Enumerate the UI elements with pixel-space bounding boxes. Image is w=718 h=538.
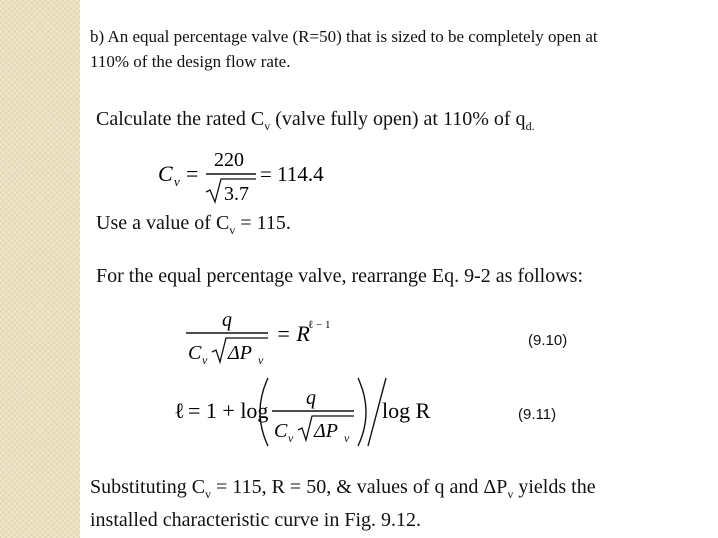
eq1-lhs: C — [158, 161, 173, 186]
use-value-text — [96, 212, 291, 238]
equation-cv — [150, 144, 350, 208]
calc-sub-v: v — [264, 119, 271, 133]
problem-line-2: 110% of the design flow rate. — [90, 52, 291, 71]
problem-statement — [90, 24, 598, 74]
equation-9-10 — [184, 306, 354, 370]
eq1-equals: = — [186, 161, 199, 186]
eq911-lhs: ℓ — [174, 398, 185, 423]
decorative-side-strip — [0, 0, 80, 538]
calc-sub-d: d. — [525, 119, 535, 133]
eq911-right-paren — [358, 378, 366, 446]
eq910-label: (9.10) — [528, 332, 568, 349]
substitution-text — [90, 474, 596, 533]
use-text-a: Use a value of C — [96, 212, 230, 234]
eq911-den-c: C — [274, 420, 288, 442]
eq910-rhs: = R — [276, 321, 310, 346]
substitution-line-2: installed characteristic curve in Fig. 9.12. — [90, 509, 422, 531]
eq911-den-c-sub: v — [288, 431, 294, 445]
subst-text-b: = 115, R = 50, & values of q and ΔP — [211, 476, 508, 498]
eq1-numerator: 220 — [214, 149, 244, 171]
eq910-den-dp: ΔP — [228, 342, 252, 364]
eq910-den-dp-sub: v — [258, 353, 264, 367]
eq1-radicand: 3.7 — [224, 183, 249, 205]
eq910-den-c-sub: v — [202, 353, 208, 367]
eq1-lhs-sub: v — [174, 174, 180, 189]
substitution-line-1 — [90, 474, 596, 507]
subst-text-c: yields the — [513, 476, 596, 498]
calc-text-b: (valve fully open) at 110% of q — [270, 108, 526, 130]
equation-9-11 — [172, 372, 442, 452]
eq910-numerator: q — [222, 309, 232, 331]
eq911-mid: = 1 + log — [188, 398, 269, 423]
use-sub-v: v — [229, 223, 236, 237]
eq1-result: = 114.4 — [260, 162, 324, 186]
problem-line-1: b) An equal percentage valve (R=50) that is sized to be completely open at — [90, 27, 598, 46]
rearrange-text: For the equal percentage valve, rearrange Eq. 9-2 as follows: — [96, 265, 584, 287]
use-text-b: = 115. — [235, 212, 291, 234]
subst-sub-1: v — [205, 487, 212, 501]
eq910-exponent: ℓ − 1 — [308, 319, 331, 331]
eq911-tail: log R — [382, 398, 431, 423]
eq911-numerator: q — [306, 387, 316, 409]
calculate-instruction — [96, 108, 535, 134]
eq910-den-c: C — [188, 342, 202, 364]
eq911-label: (9.11) — [518, 406, 557, 423]
subst-text-a: Substituting C — [90, 476, 206, 498]
eq911-den-dp: ΔP — [314, 420, 338, 442]
calc-text-a: Calculate the rated C — [96, 108, 265, 130]
subst-sub-2: v — [507, 487, 514, 501]
eq911-den-dp-sub: v — [344, 431, 350, 445]
